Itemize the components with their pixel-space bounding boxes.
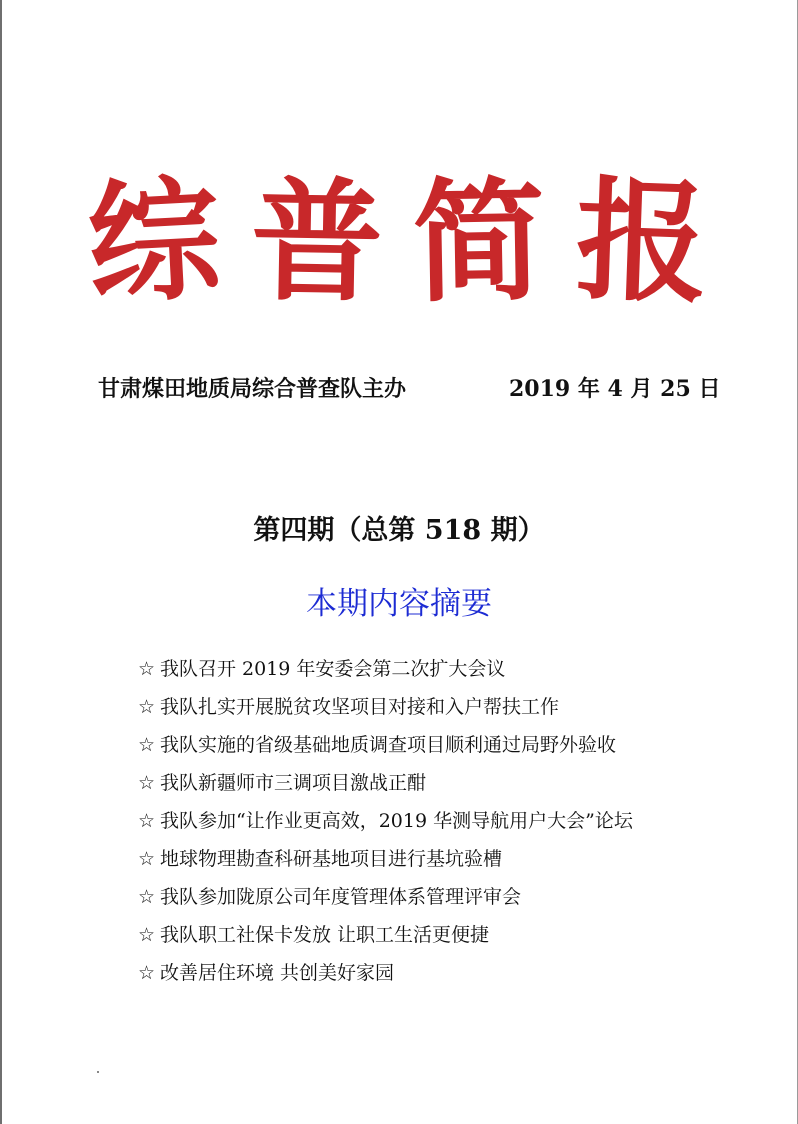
list-item — [138, 806, 758, 844]
list-item-text: 我队参加陇原公司年度管理体系管理评审会 — [160, 886, 522, 908]
list-item-text: 我队扎实开展脱贫攻坚项目对接和入户帮扶工作 — [160, 696, 560, 718]
list-item — [138, 692, 758, 730]
list-item — [138, 882, 758, 920]
masthead-char: 报 — [573, 162, 711, 323]
list-item-text: 我队新疆师市三调项目激战正酣 — [160, 772, 427, 794]
star-outline-icon: ☆ — [138, 810, 156, 832]
page-edge-left — [0, 0, 2, 1124]
masthead-char: 综 — [84, 161, 224, 324]
star-outline-icon: ☆ — [138, 734, 156, 756]
star-outline-icon: ☆ — [138, 658, 156, 680]
list-item-text: 我队职工社保卡发放 让职工生活更便捷 — [160, 924, 490, 946]
list-item — [138, 730, 758, 768]
issue-title: 第四期（总第 518 期） — [253, 515, 545, 546]
list-item-text: 我队召开 2019 年安委会第二次扩大会议 — [160, 658, 506, 680]
list-item-text: 地球物理勘查科研基地项目进行基坑验槽 — [160, 848, 503, 870]
list-item-text: 改善居住环境 共创美好家园 — [160, 962, 395, 984]
star-outline-icon: ☆ — [138, 924, 156, 946]
list-item-text: 我队参加“让作业更高效，2019 华测导航用户大会”论坛 — [160, 810, 633, 832]
scan-speck — [97, 1071, 99, 1073]
star-outline-icon: ☆ — [138, 772, 156, 794]
list-item — [138, 958, 758, 996]
list-item — [138, 844, 758, 882]
list-item — [138, 768, 758, 806]
list-item — [138, 920, 758, 958]
list-item-text: 我队实施的省级基础地质调查项目顺利通过局野外验收 — [160, 734, 617, 756]
publisher-organizer: 甘肃煤田地质局综合普查队主办 — [98, 376, 407, 402]
star-outline-icon: ☆ — [138, 886, 156, 908]
star-outline-icon: ☆ — [138, 962, 156, 984]
masthead — [84, 161, 711, 324]
masthead-char: 普 — [249, 163, 385, 322]
summary-list — [138, 654, 758, 996]
star-outline-icon: ☆ — [138, 696, 156, 718]
summary-heading: 本期内容摘要 — [306, 586, 492, 622]
list-item — [138, 654, 758, 692]
masthead-char: 简 — [411, 163, 547, 322]
publication-date: 2019 年 4 月 25 日 — [509, 376, 721, 402]
publisher-row — [98, 372, 721, 403]
star-outline-icon: ☆ — [138, 848, 156, 870]
